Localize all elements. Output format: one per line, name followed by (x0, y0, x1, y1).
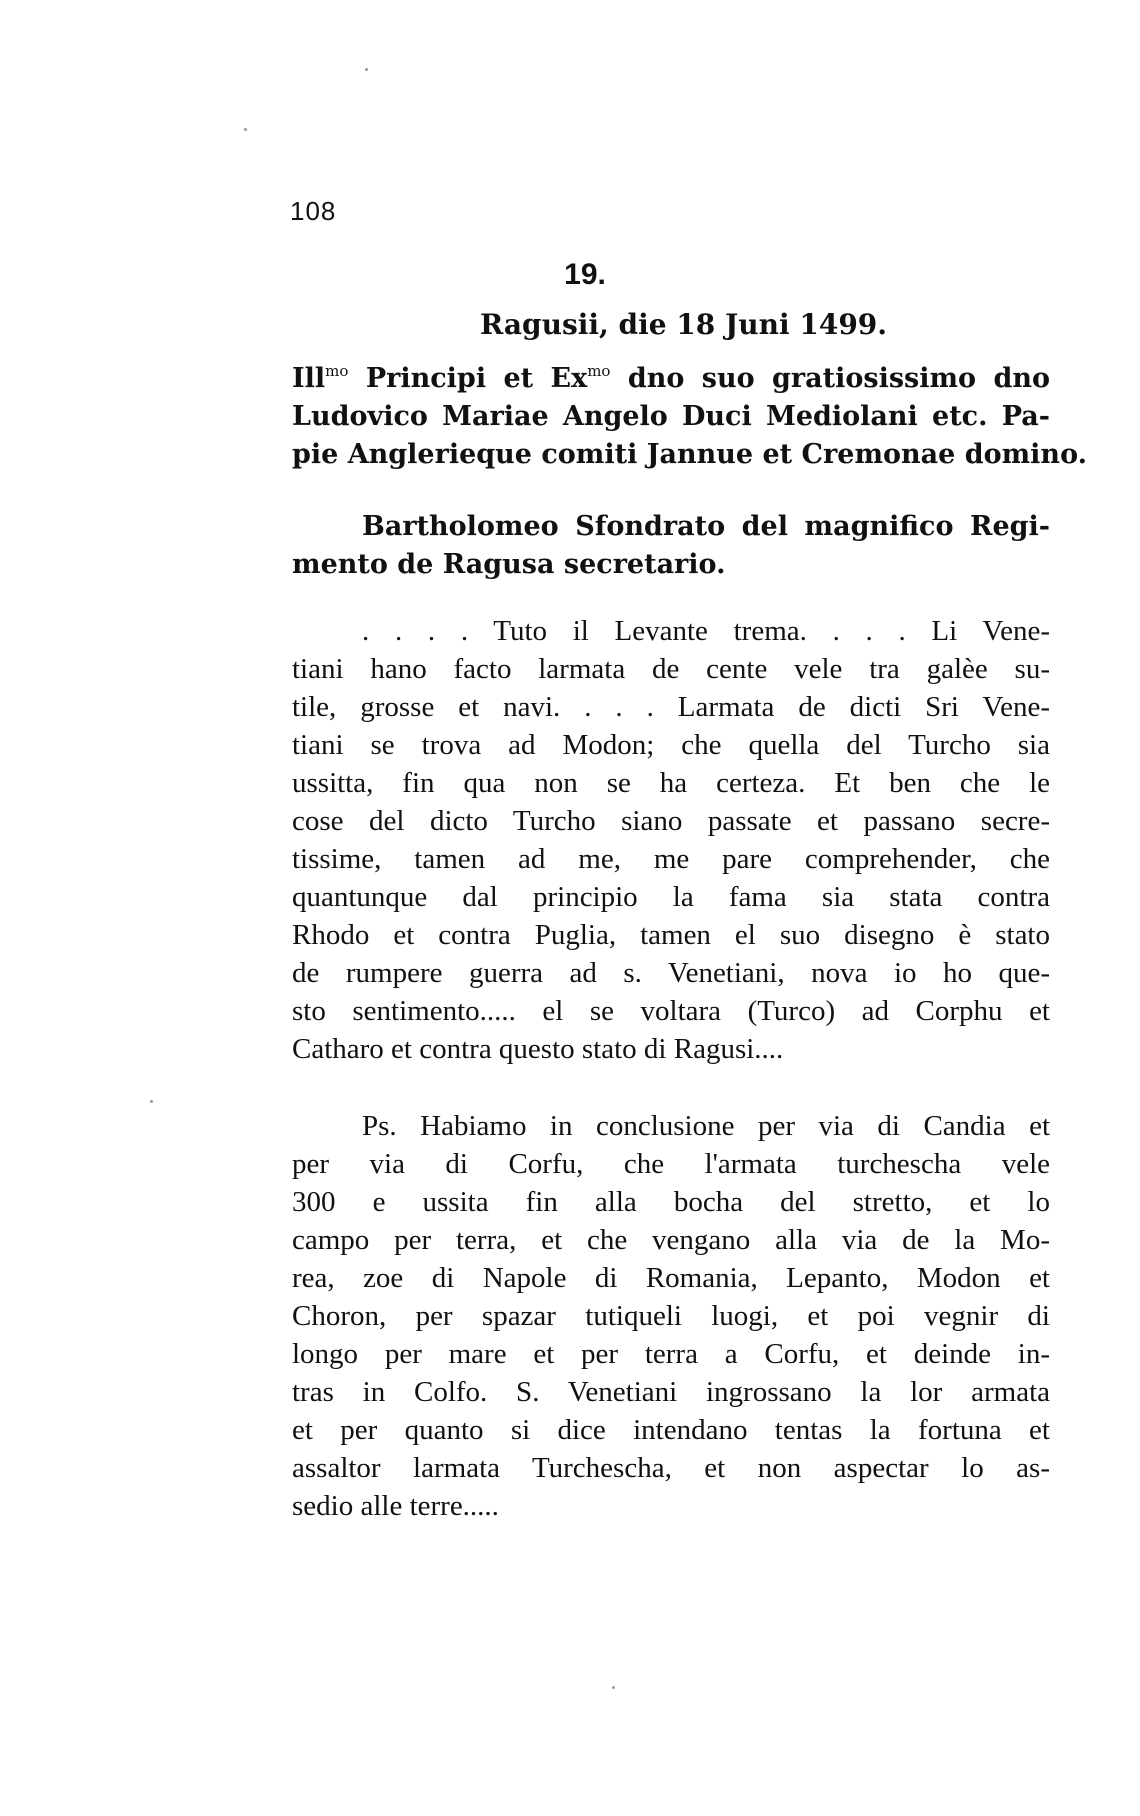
letter-line: sto sentimento..... el se voltara (Turco) ad Corphu et (292, 995, 1050, 1027)
letter-line: tile, grosse et navi. . . . Larmata de dicti Sri Vene- (292, 691, 1050, 723)
scan-speck (244, 128, 247, 131)
postscript-line: Ps. Habiamo in conclusione per via di Candia et (362, 1110, 1050, 1142)
address-line-1 (292, 360, 1050, 398)
superscript-mo: mo (325, 362, 349, 380)
address-illmo-text: Ill (292, 363, 326, 394)
letter-body (292, 612, 1050, 1068)
postscript-body (292, 1107, 1050, 1525)
letter-line: tissime, tamen ad me, me pare comprehender, che (292, 843, 1050, 875)
document-number: 19. (564, 258, 606, 291)
postscript-line: longo per mare et per terra a Corfu, et deinde in- (292, 1338, 1050, 1370)
page-number: 108 (290, 196, 337, 226)
postscript-line: tras in Colfo. S. Venetiani ingrossano la lor armata (292, 1376, 1050, 1408)
postscript-line: sedio alle terre..... (292, 1490, 499, 1522)
postscript-line: campo per terra, et che vengano alla via de la Mo- (292, 1224, 1050, 1256)
letter-line: ussitta, fin qua non se ha certeza. Et ben che le (292, 767, 1050, 799)
postscript-line: rea, zoe di Napole di Romania, Lepanto, Modon et (292, 1262, 1050, 1294)
superscript-mo: mo (587, 362, 611, 380)
scan-speck (612, 1686, 615, 1689)
letter-line: de rumpere guerra ad s. Venetiani, nova io ho que- (292, 957, 1050, 989)
address-line-2: Ludovico Mariae Angelo Duci Mediolani etc. Pa- (292, 401, 1050, 432)
signer-line-1: Bartholomeo Sfondrato del magnifico Regi- (362, 511, 1050, 542)
letter-line: . . . . Tuto il Levante trema. . . . Li Vene- (362, 615, 1050, 647)
letter-line: Rhodo et contra Puglia, tamen el suo disegno è stato (292, 919, 1050, 951)
letter-line: Catharo et contra questo stato di Ragusi.... (292, 1033, 784, 1065)
address-dno-text: dno suo gratiosissimo dno (610, 363, 1050, 394)
scan-speck (365, 68, 368, 71)
postscript-line: assaltor larmata Turchescha, et non aspectar lo as- (292, 1452, 1050, 1484)
postscript-line: Choron, per spazar tutiqueli luogi, et poi vegnir di (292, 1300, 1050, 1332)
signer-block (292, 508, 1050, 584)
address-exmo-text: Principi et Ex (348, 363, 588, 394)
letter-line: tiani hano facto larmata de cente vele tra galèe su- (292, 653, 1050, 685)
address-block (292, 360, 1087, 474)
address-line-3: pie Anglerieque comiti Jannue et Cremonae domino. (292, 439, 1087, 470)
scan-speck (150, 1100, 153, 1103)
postscript-line: per via di Corfu, che l'armata turchescha vele (292, 1148, 1050, 1180)
dateline: Ragusii, die 18 Juni 1499. (480, 308, 888, 341)
letter-line: quantunque dal principio la fama sia stata contra (292, 881, 1050, 913)
letter-line: tiani se trova ad Modon; che quella del Turcho sia (292, 729, 1050, 761)
postscript-line: et per quanto si dice intendano tentas la fortuna et (292, 1414, 1050, 1446)
postscript-line: 300 e ussita fin alla bocha del stretto, et lo (292, 1186, 1050, 1218)
signer-line-2: mento de Ragusa secretario. (292, 549, 726, 580)
letter-line: cose del dicto Turcho siano passate et passano secre- (292, 805, 1050, 837)
